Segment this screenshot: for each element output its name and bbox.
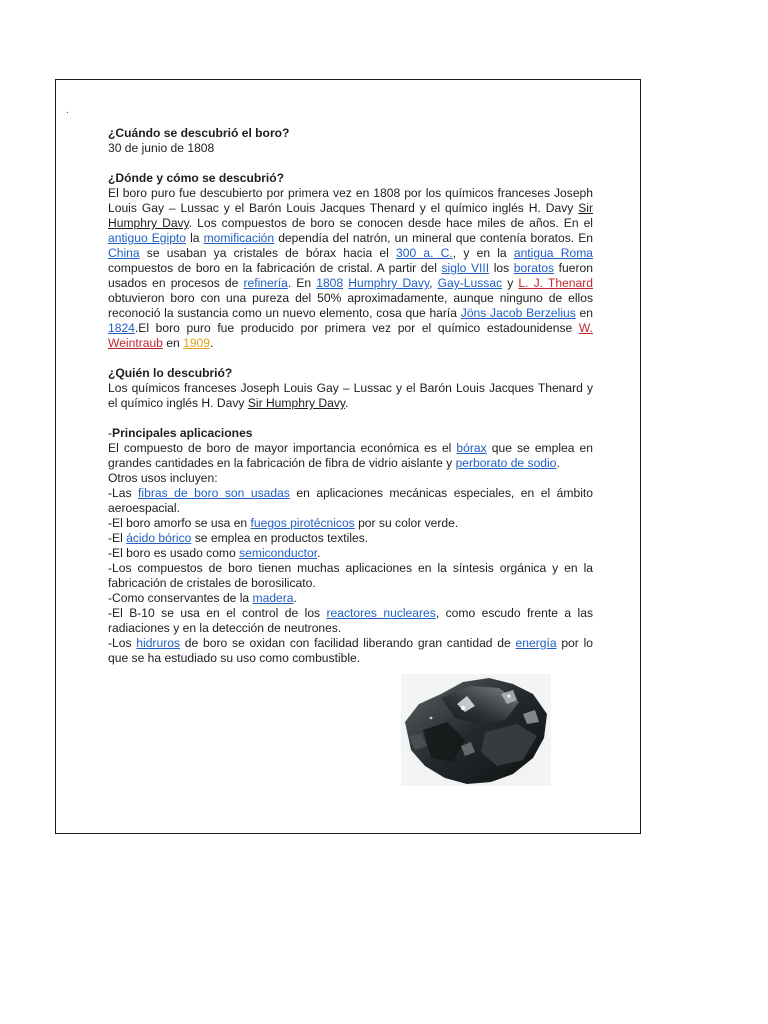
text: . bbox=[317, 546, 321, 560]
use-item bbox=[108, 516, 593, 531]
text: .El boro puro fue producido por primera vez por el químico estadounidense bbox=[134, 321, 579, 335]
use-item bbox=[108, 546, 593, 561]
use-item bbox=[108, 606, 593, 636]
link-jons-jacob-berzelius[interactable]: Jöns Jacob Berzelius bbox=[460, 306, 576, 320]
link-humphry-davy[interactable]: Humphry Davy bbox=[348, 276, 430, 290]
text: se usaban ya cristales de bórax hacia el bbox=[139, 246, 397, 260]
text: -Las bbox=[108, 486, 139, 500]
text: , y en la bbox=[452, 246, 514, 260]
text: -El bbox=[108, 531, 127, 545]
section-where-how bbox=[108, 171, 593, 351]
text: compuestos de boro en la fabricación de cristal. A partir del bbox=[108, 261, 442, 275]
link-sir-humphry-davy[interactable]: Sir Humphry Davy bbox=[108, 201, 593, 230]
text: en bbox=[575, 306, 594, 320]
text: . bbox=[210, 336, 214, 350]
link-borax[interactable]: bórax bbox=[456, 441, 487, 455]
link-1808[interactable]: 1808 bbox=[316, 276, 344, 290]
use-item: -Los compuestos de boro tienen muchas aplicaciones en la síntesis orgánica y en la fabricación de cristales de borosilicato. bbox=[108, 561, 593, 590]
text: -El B-10 se usa en el control de los bbox=[108, 606, 327, 620]
link-madera[interactable]: madera bbox=[252, 591, 294, 605]
text: por lo que se ha estudiado su uso como combustible. bbox=[108, 636, 593, 665]
section-when bbox=[108, 126, 593, 156]
text: por su color verde. bbox=[354, 516, 459, 530]
use-item bbox=[108, 591, 593, 606]
text: -El boro es usado como bbox=[108, 546, 240, 560]
text: y bbox=[502, 276, 519, 290]
link-lj-thenard[interactable]: L. J. Thenard bbox=[518, 276, 593, 290]
text: -Como conservantes de la bbox=[108, 591, 253, 605]
link-semiconductor[interactable]: semiconductor bbox=[239, 546, 318, 560]
text: . En bbox=[287, 276, 317, 290]
text: , como escudo frente a las radiaciones y en la detección de neutrones. bbox=[108, 606, 593, 635]
heading-prefix: - bbox=[108, 426, 113, 440]
text: en aplicaciones mecánicas especiales, en el ámbito aeroespacial. bbox=[108, 486, 593, 515]
text: . bbox=[556, 456, 560, 470]
text: dependía del natrón, un mineral que contenía boratos. En bbox=[274, 231, 594, 245]
text: la bbox=[186, 231, 204, 245]
paragraph-intro bbox=[108, 441, 593, 471]
text: en bbox=[162, 336, 184, 350]
section-applications bbox=[108, 426, 593, 666]
link-reactores-nucleares[interactable]: reactores nucleares bbox=[326, 606, 436, 620]
link-sir-humphry-davy-2[interactable]: Sir Humphry Davy bbox=[247, 396, 346, 410]
link-antiguo-egipto[interactable]: antiguo Egipto bbox=[108, 231, 187, 245]
heading-when: ¿Cuándo se descubrió el boro? bbox=[108, 126, 290, 140]
link-300-ac[interactable]: 300 a. C. bbox=[396, 246, 453, 260]
text: se emplea en productos textiles. bbox=[191, 531, 369, 545]
text: . bbox=[293, 591, 297, 605]
link-perborato-de-sodio[interactable]: perborato de sodio bbox=[455, 456, 557, 470]
page-dot: . bbox=[66, 105, 69, 116]
text: fueron usados en procesos de bbox=[108, 261, 593, 290]
heading-who: ¿Quién lo descubrió? bbox=[108, 366, 233, 380]
link-momificacion[interactable]: momificación bbox=[203, 231, 275, 245]
link-siglo-viii[interactable]: siglo VIII bbox=[441, 261, 490, 275]
use-item bbox=[108, 486, 593, 516]
link-refineria[interactable]: refinería bbox=[243, 276, 288, 290]
section-who bbox=[108, 366, 593, 411]
text: los bbox=[489, 261, 514, 275]
link-gay-lussac[interactable]: Gay-Lussac bbox=[437, 276, 503, 290]
link-boratos[interactable]: boratos bbox=[513, 261, 555, 275]
link-antigua-roma[interactable]: antigua Roma bbox=[513, 246, 593, 260]
text: , bbox=[429, 276, 438, 290]
boron-crystal-icon bbox=[401, 674, 551, 786]
paragraph-history bbox=[108, 186, 593, 351]
text: -Los bbox=[108, 636, 137, 650]
use-item bbox=[108, 636, 593, 666]
link-china[interactable]: China bbox=[108, 246, 140, 260]
text: . bbox=[345, 396, 349, 410]
text: obtuvieron boro con una pureza del 50% aproximadamente, aunque ninguno de ellos reconoció la sustancia como un nuevo elemento, cosa que haría bbox=[108, 291, 593, 320]
text: que se emplea en grandes cantidades en la fabricación de fibra de vidrio aislante y bbox=[108, 441, 593, 470]
link-fibras-de-boro[interactable]: fibras de boro son usadas bbox=[138, 486, 290, 500]
link-fuegos-pirotecnicos[interactable]: fuegos pirotécnicos bbox=[250, 516, 355, 530]
text: El compuesto de boro de mayor importancia económica es el bbox=[108, 441, 457, 455]
link-hidruros[interactable]: hidruros bbox=[136, 636, 180, 650]
heading-where-how: ¿Dónde y cómo se descubrió? bbox=[108, 171, 285, 185]
link-1909[interactable]: 1909 bbox=[183, 336, 210, 350]
text: El boro puro fue descubierto por primera vez en 1808 por los químicos franceses Joseph Louis Gay – Lussac y el Barón Louis Jacques Thenard y el químico inglés H. Davy bbox=[108, 186, 593, 215]
document-body bbox=[108, 126, 593, 666]
text: de boro se oxidan con facilidad liberando gran cantidad de bbox=[180, 636, 516, 650]
link-energia[interactable]: energía bbox=[515, 636, 557, 650]
text: -El boro amorfo se usa en bbox=[108, 516, 251, 530]
heading-text: Principales aplicaciones bbox=[112, 426, 253, 440]
boron-crystal-photo bbox=[401, 674, 551, 786]
use-item bbox=[108, 531, 593, 546]
link-acido-borico[interactable]: ácido bórico bbox=[126, 531, 192, 545]
link-1824[interactable]: 1824 bbox=[108, 321, 135, 335]
heading-applications bbox=[108, 426, 593, 441]
paragraph-who bbox=[108, 381, 593, 411]
other-uses-label: Otros usos incluyen: bbox=[108, 471, 218, 485]
answer-date: 30 de junio de 1808 bbox=[108, 141, 215, 155]
text: . Los compuestos de boro se conocen desde hace miles de años. En el bbox=[188, 216, 593, 230]
text: Los químicos franceses Joseph Louis Gay – Lussac y el Barón Louis Jacques Thenard y el químico inglés H. Davy bbox=[108, 381, 593, 410]
link-w-weintraub[interactable]: W. Weintraub bbox=[108, 321, 593, 350]
